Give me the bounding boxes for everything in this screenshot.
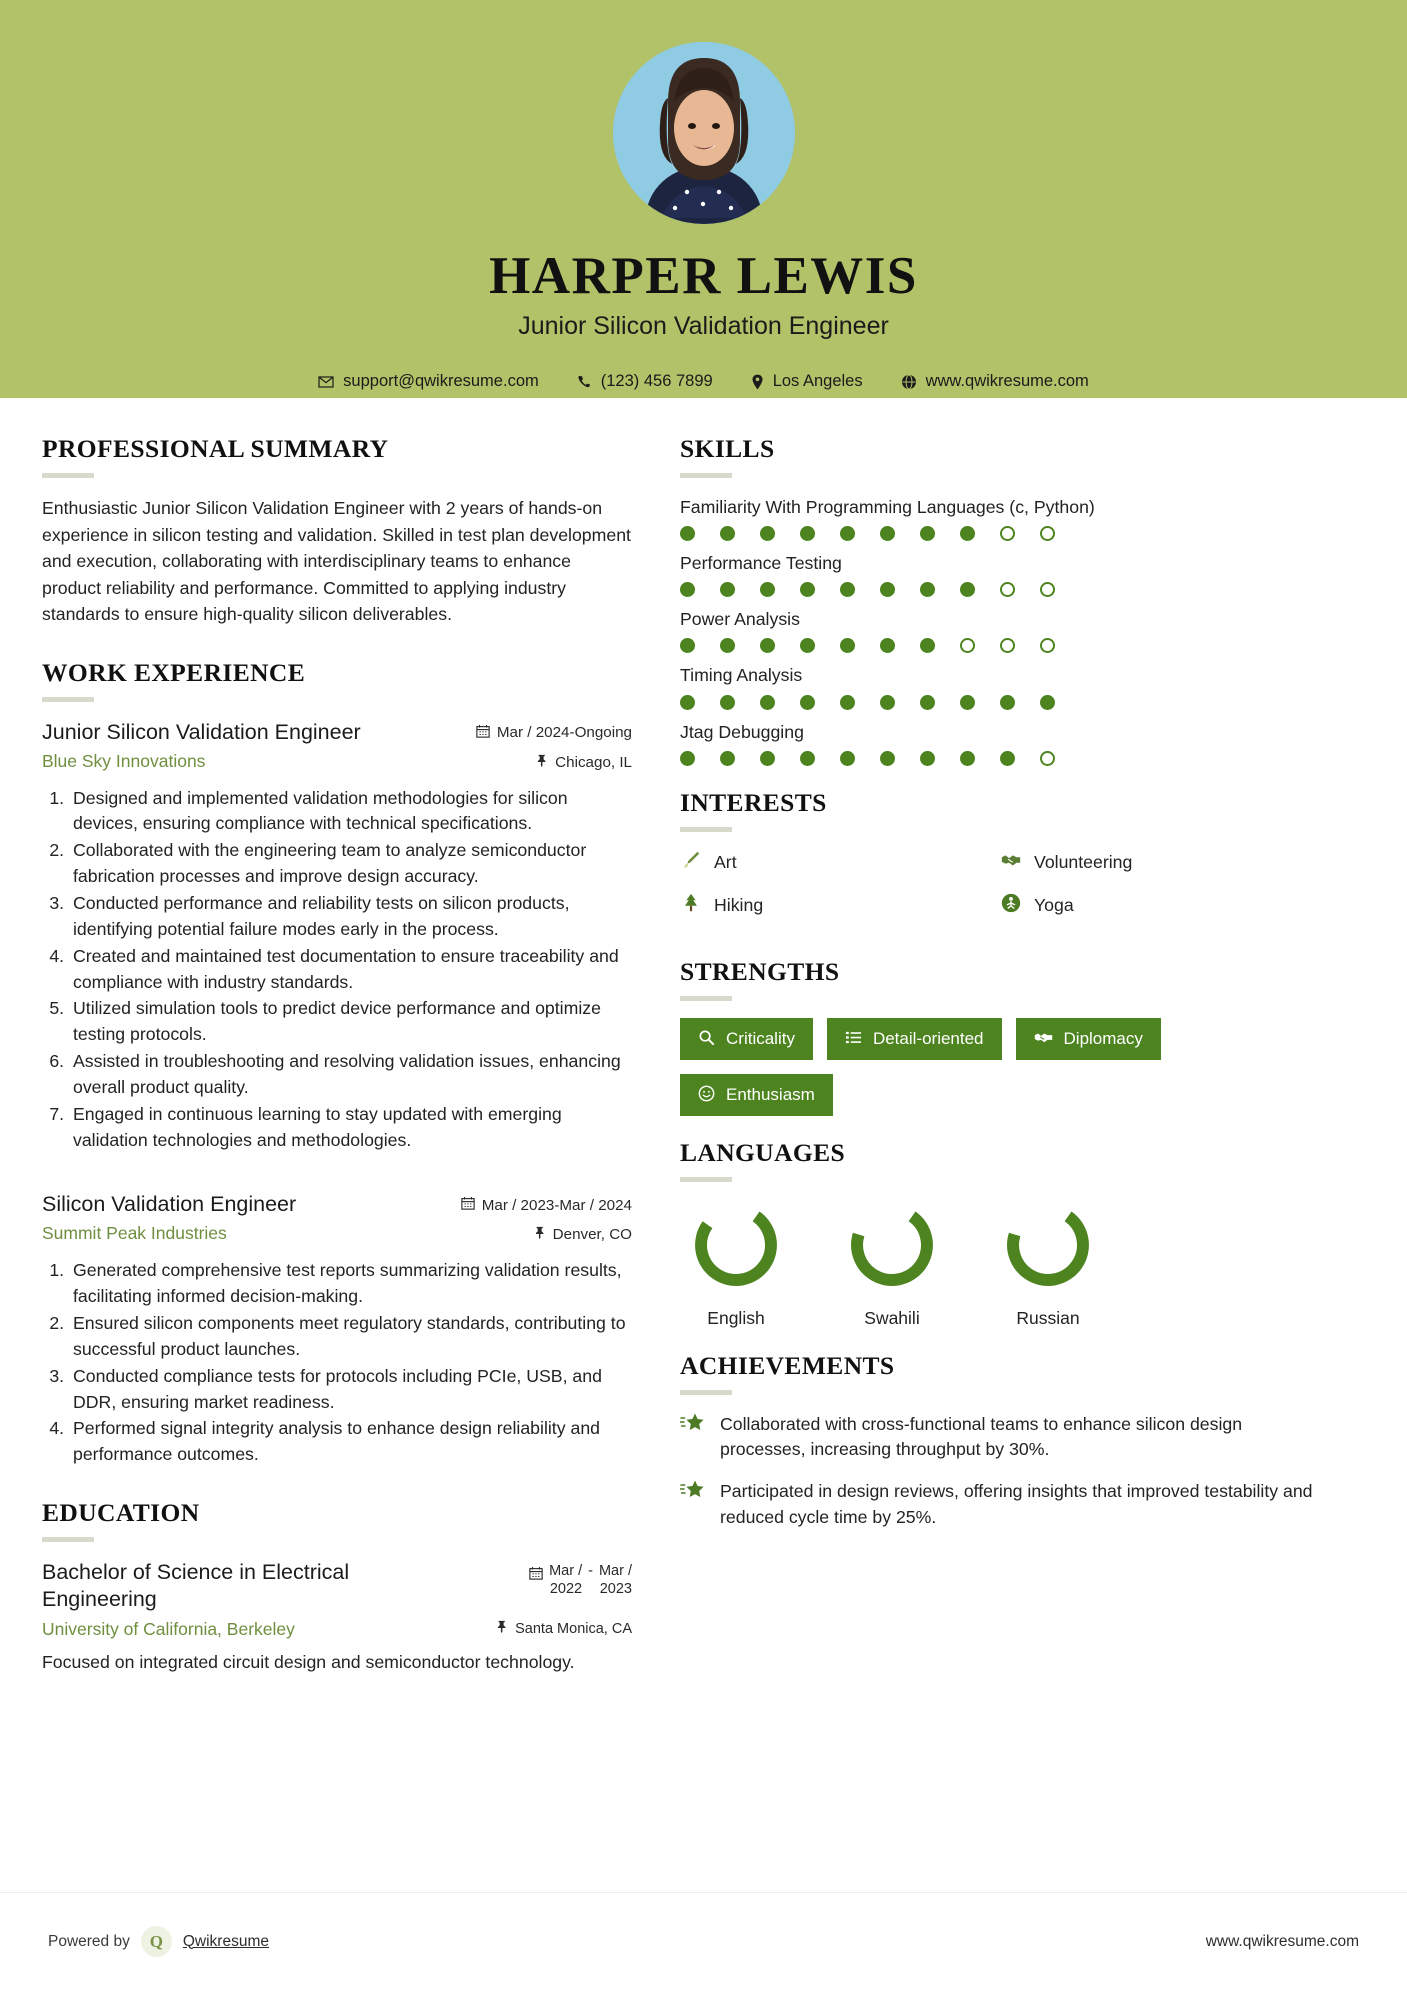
skill-dot-filled xyxy=(760,751,775,766)
strength-badge-criticality xyxy=(680,1018,813,1060)
contact-website[interactable] xyxy=(882,372,1108,391)
list-icon xyxy=(845,1029,862,1049)
skill-dot-filled xyxy=(960,526,975,541)
skill-dot-filled xyxy=(840,638,855,653)
skill-dot-filled xyxy=(920,695,935,710)
skill-label: Performance Testing xyxy=(680,553,842,574)
skill-dot-filled xyxy=(920,751,935,766)
language-label: Swahili xyxy=(864,1307,920,1328)
skill-dot-empty xyxy=(1040,638,1055,653)
avatar xyxy=(613,42,795,224)
job-meta xyxy=(461,1191,632,1243)
contact-email[interactable] xyxy=(299,372,558,391)
languages-list xyxy=(680,1199,1320,1329)
achievements-heading: ACHIEVEMENTS xyxy=(680,1350,895,1380)
calendar-icon xyxy=(529,1563,543,1584)
right-column xyxy=(680,434,1320,1675)
bullet-item: 3. Conducted performance and reliability tests on silicon products, identifying potential failure modes early in the process. xyxy=(69,891,632,943)
section-languages xyxy=(680,1138,1320,1329)
language-ring-icon xyxy=(842,1199,942,1291)
skill-dot-empty xyxy=(1040,751,1055,766)
section-strengths xyxy=(680,957,1320,1116)
skill-dot-filled xyxy=(760,695,775,710)
achievement-text: Participated in design reviews, offering insights that improved testability and reduced cycle time by 25%. xyxy=(720,1481,1313,1528)
strength-label: Diplomacy xyxy=(1063,1029,1143,1049)
bullet-item: 2. Collaborated with the engineering team to analyze semiconductor fabrication processes and improve design accuracy. xyxy=(69,838,632,890)
contact-location xyxy=(732,372,882,391)
skill-dot-filled xyxy=(920,526,935,541)
job-entry xyxy=(42,719,632,1154)
skill-item xyxy=(680,607,1320,653)
bullet-item: 7. Engaged in continuous learning to stay updated with emerging validation technologies and methodologies. xyxy=(69,1102,632,1154)
section-work-experience xyxy=(42,658,632,1468)
skill-item xyxy=(680,551,1320,597)
page-title: HARPER LEWIS xyxy=(489,247,918,305)
job-dates: Mar / 2023-Mar / 2024 xyxy=(481,1196,632,1214)
skill-dot-empty xyxy=(1000,582,1015,597)
skill-dot-filled xyxy=(760,526,775,541)
handshake-icon xyxy=(1000,849,1022,876)
skills-heading: SKILLS xyxy=(680,434,775,463)
strength-label: Criticality xyxy=(726,1029,795,1049)
achievement-text: Collaborated with cross-functional teams to enhance silicon design processes, increasing throughput by 30%. xyxy=(720,1413,1243,1460)
skill-dot-filled xyxy=(800,526,815,541)
skill-dot-empty xyxy=(1000,526,1015,541)
interest-label: Hiking xyxy=(714,894,764,915)
bullet-item: 6. Assisted in troubleshooting and resolving validation issues, enhancing overall product quality. xyxy=(69,1049,632,1101)
skill-dot-filled xyxy=(720,638,735,653)
section-divider xyxy=(680,1177,732,1182)
education-location: Santa Monica, CA xyxy=(515,1620,632,1637)
skill-dot-empty xyxy=(1040,582,1055,597)
location-pin-icon xyxy=(751,374,764,390)
education-description: Focused on integrated circuit design and semiconductor technology. xyxy=(42,1651,575,1672)
bullet-item: 1. Designed and implemented validation methodologies for silicon devices, ensuring compliance with technical specifications. xyxy=(69,786,632,838)
skill-dot-filled xyxy=(1000,751,1015,766)
section-achievements xyxy=(680,1351,1320,1531)
smiley-icon xyxy=(698,1085,715,1105)
interests-heading: INTERESTS xyxy=(680,787,827,817)
contact-phone[interactable] xyxy=(558,372,732,391)
bullet-item: 4. Performed signal integrity analysis to enhance design reliability and performance outcomes. xyxy=(69,1416,632,1468)
envelope-icon xyxy=(318,374,334,390)
strengths-list xyxy=(680,1018,1320,1116)
section-divider xyxy=(680,473,732,478)
page-footer xyxy=(0,1892,1407,1990)
language-item xyxy=(998,1199,1098,1329)
contact-email-text: support@qwikresume.com xyxy=(343,372,539,390)
star-icon xyxy=(680,1479,706,1508)
yoga-icon xyxy=(1000,892,1022,919)
job-organization: Summit Peak Industries xyxy=(42,1223,227,1244)
summary-heading: PROFESSIONAL SUMMARY xyxy=(42,434,389,463)
section-divider xyxy=(680,827,732,832)
resume-body xyxy=(0,398,1407,1675)
language-ring-icon xyxy=(686,1199,786,1291)
section-skills xyxy=(680,434,1320,766)
skill-dot-filled xyxy=(880,638,895,653)
skill-dot-filled xyxy=(720,751,735,766)
calendar-icon xyxy=(461,1196,475,1214)
section-education xyxy=(42,1498,632,1675)
skill-dot-filled xyxy=(680,638,695,653)
language-label: English xyxy=(707,1307,765,1328)
interest-item-art xyxy=(680,849,1000,876)
interest-item-yoga xyxy=(1000,892,1320,919)
education-degree: Bachelor of Science in Electrical Engineering xyxy=(42,1560,350,1611)
interest-label: Volunteering xyxy=(1034,851,1133,872)
skill-rating xyxy=(680,638,1320,653)
skill-item xyxy=(680,663,1320,709)
job-location: Denver, CO xyxy=(552,1226,632,1244)
skill-dot-filled xyxy=(960,582,975,597)
section-divider xyxy=(680,996,732,1001)
pin-icon xyxy=(533,1226,546,1243)
section-divider xyxy=(42,473,94,478)
skill-rating xyxy=(680,526,1320,541)
skill-dot-filled xyxy=(840,695,855,710)
skill-dot-filled xyxy=(720,695,735,710)
strength-label: Enthusiasm xyxy=(726,1085,815,1105)
education-meta xyxy=(495,1559,632,1637)
paintbrush-icon xyxy=(680,849,702,876)
pin-icon xyxy=(495,1620,508,1637)
skill-dot-empty xyxy=(1040,526,1055,541)
section-divider xyxy=(42,697,94,702)
skill-dot-filled xyxy=(800,751,815,766)
skill-dot-filled xyxy=(840,582,855,597)
section-professional-summary xyxy=(42,434,632,628)
skill-item xyxy=(680,495,1320,541)
skill-dot-filled xyxy=(760,638,775,653)
section-interests xyxy=(680,788,1320,935)
skill-dot-filled xyxy=(960,695,975,710)
powered-by-block xyxy=(48,1926,269,1957)
section-divider xyxy=(680,1390,732,1395)
interest-label: Art xyxy=(714,851,737,872)
tree-icon xyxy=(680,892,702,919)
skill-dot-filled xyxy=(720,526,735,541)
qwikresume-brand-link[interactable]: Qwikresume xyxy=(182,1932,269,1950)
strength-label: Detail-oriented xyxy=(872,1029,984,1049)
skill-label: Power Analysis xyxy=(680,609,800,630)
bullet-item: 2. Ensured silicon components meet regulatory standards, contributing to successful product launches. xyxy=(69,1311,632,1363)
skill-dot-filled xyxy=(880,751,895,766)
languages-heading: LANGUAGES xyxy=(680,1137,846,1167)
education-start-date: Mar / 2022 xyxy=(549,1563,583,1597)
education-end-date: Mar / 2023 xyxy=(598,1563,632,1597)
contact-bar xyxy=(299,372,1108,391)
contact-phone-text: (123) 456 7899 xyxy=(600,372,713,390)
skill-dot-filled xyxy=(800,695,815,710)
language-label: Russian xyxy=(1016,1307,1080,1328)
pin-icon xyxy=(535,754,548,771)
skill-dot-filled xyxy=(760,582,775,597)
job-role-subtitle: Junior Silicon Validation Engineer xyxy=(518,312,889,340)
magnifier-icon xyxy=(698,1029,715,1049)
skill-item xyxy=(680,720,1320,766)
work-heading: WORK EXPERIENCE xyxy=(42,657,306,687)
skill-dot-empty xyxy=(1000,638,1015,653)
skill-dot-filled xyxy=(680,695,695,710)
job-meta xyxy=(476,719,632,771)
globe-icon xyxy=(901,374,917,390)
bullet-item: 1. Generated comprehensive test reports summarizing validation results, facilitating informed decision-making. xyxy=(69,1258,632,1310)
bullet-item: 3. Conducted compliance tests for protocols including PCIe, USB, and DDR, ensuring market readiness. xyxy=(69,1364,632,1416)
interests-list xyxy=(680,849,1320,935)
skill-label: Familiarity With Programming Languages (c, Python) xyxy=(680,497,1095,517)
interest-item-volunteering xyxy=(1000,849,1320,876)
skill-label: Timing Analysis xyxy=(680,665,803,686)
skill-rating xyxy=(680,582,1320,597)
skill-dot-filled xyxy=(960,751,975,766)
powered-by-label: Powered by xyxy=(48,1932,130,1950)
job-bullet-list xyxy=(42,1258,632,1468)
resume-header xyxy=(0,0,1407,398)
language-item xyxy=(842,1199,942,1329)
interest-item-hiking xyxy=(680,892,1000,919)
job-organization: Blue Sky Innovations xyxy=(42,750,206,771)
strength-badge-enthusiasm xyxy=(680,1074,833,1116)
skill-dot-empty xyxy=(960,638,975,653)
calendar-icon xyxy=(476,724,490,742)
strength-badge-detail-oriented xyxy=(827,1018,1002,1060)
skill-rating xyxy=(680,751,1320,766)
skills-list xyxy=(680,495,1320,766)
language-ring-icon xyxy=(998,1199,1098,1291)
handshake-icon xyxy=(1034,1029,1053,1049)
skill-dot-filled xyxy=(880,526,895,541)
strength-badge-diplomacy xyxy=(1016,1018,1161,1060)
job-bullet-list xyxy=(42,786,632,1154)
skill-dot-filled xyxy=(680,582,695,597)
contact-location-text: Los Angeles xyxy=(772,372,863,390)
job-dates: Mar / 2024-Ongoing xyxy=(496,724,632,742)
summary-text: Enthusiastic Junior Silicon Validation Engineer with 2 years of hands-on experience in silicon testing and validation. Skilled in test plan development and execution, collaborating with interdisciplinary teams to enhance product reliability and performance. Committed to applying industry standards to ensure high-quality silicon deliverables. xyxy=(42,498,631,625)
skill-dot-filled xyxy=(880,695,895,710)
job-title: Silicon Validation Engineer xyxy=(42,1192,297,1217)
achievement-item xyxy=(680,1479,1320,1531)
qwikresume-logo-icon: Q xyxy=(141,1926,172,1957)
bullet-item: 5. Utilized simulation tools to predict device performance and optimize testing protocols. xyxy=(69,996,632,1048)
skill-dot-filled xyxy=(1000,695,1015,710)
interest-label: Yoga xyxy=(1034,894,1074,915)
achievement-item xyxy=(680,1412,1320,1464)
job-entry xyxy=(42,1191,632,1468)
skill-dot-filled xyxy=(1040,695,1055,710)
phone-icon xyxy=(577,374,592,389)
education-school: University of California, Berkeley xyxy=(42,1618,295,1639)
skill-dot-filled xyxy=(880,582,895,597)
star-icon xyxy=(680,1412,706,1441)
skill-dot-filled xyxy=(680,751,695,766)
skill-dot-filled xyxy=(840,751,855,766)
contact-website-text: www.qwikresume.com xyxy=(925,372,1089,390)
education-heading: EDUCATION xyxy=(42,1498,200,1528)
skill-rating xyxy=(680,695,1320,710)
skill-dot-filled xyxy=(840,526,855,541)
job-title: Junior Silicon Validation Engineer xyxy=(42,719,361,744)
education-date-separator: - xyxy=(588,1563,593,1580)
skill-dot-filled xyxy=(800,638,815,653)
left-column xyxy=(42,434,632,1675)
skill-label: Jtag Debugging xyxy=(680,721,804,742)
section-divider xyxy=(42,1537,94,1542)
strengths-heading: STRENGTHS xyxy=(680,956,840,986)
footer-website[interactable]: www.qwikresume.com xyxy=(1205,1932,1359,1950)
skill-dot-filled xyxy=(720,582,735,597)
skill-dot-filled xyxy=(800,582,815,597)
bullet-item: 4. Created and maintained test documentation to ensure traceability and compliance with industry standards. xyxy=(69,944,632,996)
skill-dot-filled xyxy=(680,526,695,541)
skill-dot-filled xyxy=(920,638,935,653)
language-item xyxy=(686,1199,786,1329)
job-location: Chicago, IL xyxy=(555,753,632,771)
skill-dot-filled xyxy=(920,582,935,597)
